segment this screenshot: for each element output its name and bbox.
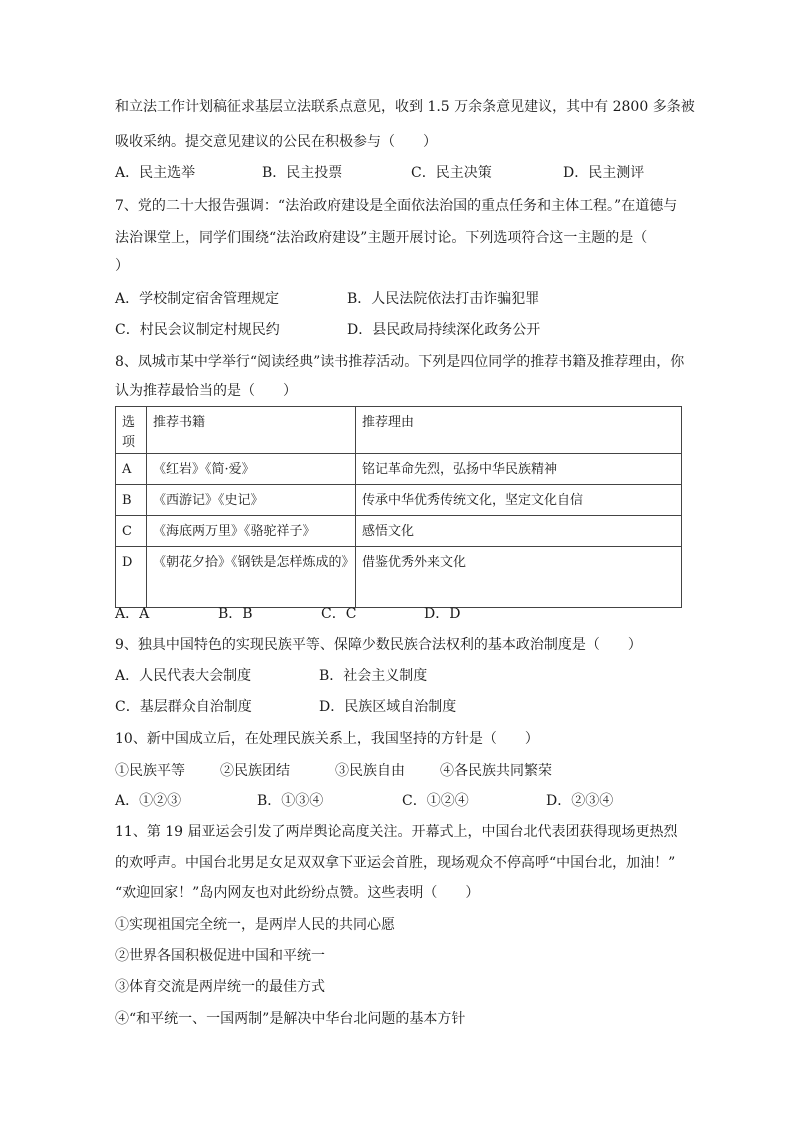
q10-option-a: A．①②③ <box>115 793 182 809</box>
q7-option-a: A．学校制定宿舍管理规定 <box>115 291 280 307</box>
q8-option-a: A．A <box>115 606 150 622</box>
table-cell-books: 《红岩》《简·爱》 <box>147 454 356 485</box>
q8-option-b: B．B <box>218 606 253 622</box>
q11-item-4: ④“和平统一、一国两制”是解决中华台北问题的基本方针 <box>115 1011 466 1027</box>
q6-option-d: D．民主测评 <box>563 165 645 181</box>
q7-option-b: B．人民法院依法打击诈骗犯罪 <box>347 291 540 307</box>
q7-text-line-2: 法治课堂上，同学们围绕“法治政府建设”主题开展讨论。下列选项符合这一主题的是（ <box>115 230 648 246</box>
q10-option-b: B．①③④ <box>257 793 324 809</box>
q6-text-line-2: 吸收采纳。提交意见建议的公民在积极参与（ ） <box>115 134 437 150</box>
q11-item-1: ①实现祖国完全统一，是两岸人民的共同心愿 <box>115 917 395 933</box>
q10-option-c: C．①②④ <box>402 793 469 809</box>
q9-option-b: B．社会主义制度 <box>319 668 428 684</box>
table-header-reason: 推荐理由 <box>356 407 682 454</box>
q7-option-d: D．县民政局持续深化政务公开 <box>347 322 541 338</box>
q8-option-c: C．C <box>321 606 357 622</box>
table-cell-reason: 借鉴优秀外来文化 <box>356 547 682 608</box>
q7-option-c: C．村民会议制定村规民约 <box>115 322 280 338</box>
q6-text-line-1: 和立法工作计划稿征求基层立法联系点意见，收到 1.5 万余条意见建议，其中有 2800 多条被 <box>115 99 695 115</box>
q11-item-2: ②世界各国积极促进中国和平统一 <box>115 948 325 964</box>
q9-option-d: D．民族区域自治制度 <box>319 699 457 715</box>
q8-text-line-1: 8、凤城市某中学举行“阅读经典”读书推荐活动。下列是四位同学的推荐书籍及推荐理由，你 <box>115 354 685 370</box>
table-row <box>116 454 682 485</box>
q11-item-3: ③体育交流是两岸统一的最佳方式 <box>115 979 325 995</box>
q7-text-line-3: ） <box>115 258 129 274</box>
q10-text-line-1: 10、新中国成立后，在处理民族关系上，我国坚持的方针是（ ） <box>115 731 539 747</box>
q9-option-c: C．基层群众自治制度 <box>115 699 252 715</box>
q9-option-a: A．人民代表大会制度 <box>115 668 252 684</box>
table-cell-option: B <box>116 485 147 516</box>
table-header-row <box>116 407 682 454</box>
table-cell-books: 《西游记》《史记》 <box>147 485 356 516</box>
table-header-books: 推荐书籍 <box>147 407 356 454</box>
q10-option-d: D．②③④ <box>546 793 614 809</box>
table-cell-reason: 感悟文化 <box>356 516 682 547</box>
q10-item-3: ③民族自由 <box>335 763 405 779</box>
q8-option-d: D．D <box>424 606 461 622</box>
table-cell-books: 《朝花夕拾》《钢铁是怎样炼成的》 <box>147 547 356 608</box>
book-recommendation-table <box>115 406 682 608</box>
table-row <box>116 516 682 547</box>
q11-text-line-3: “欢迎回家！”岛内网友也对此纷纷点赞。这些表明（ ） <box>115 885 480 901</box>
table-cell-books: 《海底两万里》《骆驼祥子》 <box>147 516 356 547</box>
q11-text-line-2: 的欢呼声。中国台北男足女足双双拿下亚运会首胜，现场观众不停高呼“中国台北，加油！” <box>115 855 676 871</box>
table-row <box>116 485 682 516</box>
table-cell-option: C <box>116 516 147 547</box>
q8-text-line-2: 认为推荐最恰当的是（ ） <box>115 383 297 399</box>
table-cell-reason: 铭记革命先烈，弘扬中华民族精神 <box>356 454 682 485</box>
table-header-option: 选项 <box>116 407 147 454</box>
table-cell-option: D <box>116 547 147 608</box>
table-cell-option: A <box>116 454 147 485</box>
q10-item-1: ①民族平等 <box>115 763 185 779</box>
table-cell-reason: 传承中华优秀传统文化，坚定文化自信 <box>356 485 682 516</box>
q9-text-line-1: 9、独具中国特色的实现民族平等、保障少数民族合法权利的基本政治制度是（ ） <box>115 637 642 653</box>
q11-text-line-1: 11、第 19 届亚运会引发了两岸舆论高度关注。开幕式上，中国台北代表团获得现场更热烈 <box>115 824 678 840</box>
q6-option-a: A．民主选举 <box>115 165 196 181</box>
q10-item-2: ②民族团结 <box>220 763 290 779</box>
q6-option-b: B．民主投票 <box>262 165 343 181</box>
q10-item-4: ④各民族共同繁荣 <box>440 763 552 779</box>
q6-option-c: C．民主决策 <box>411 165 492 181</box>
q7-text-line-1: 7、党的二十大报告强调：“法治政府建设是全面依法治国的重点任务和主体工程。”在道德与 <box>115 198 678 214</box>
table-row <box>116 547 682 608</box>
